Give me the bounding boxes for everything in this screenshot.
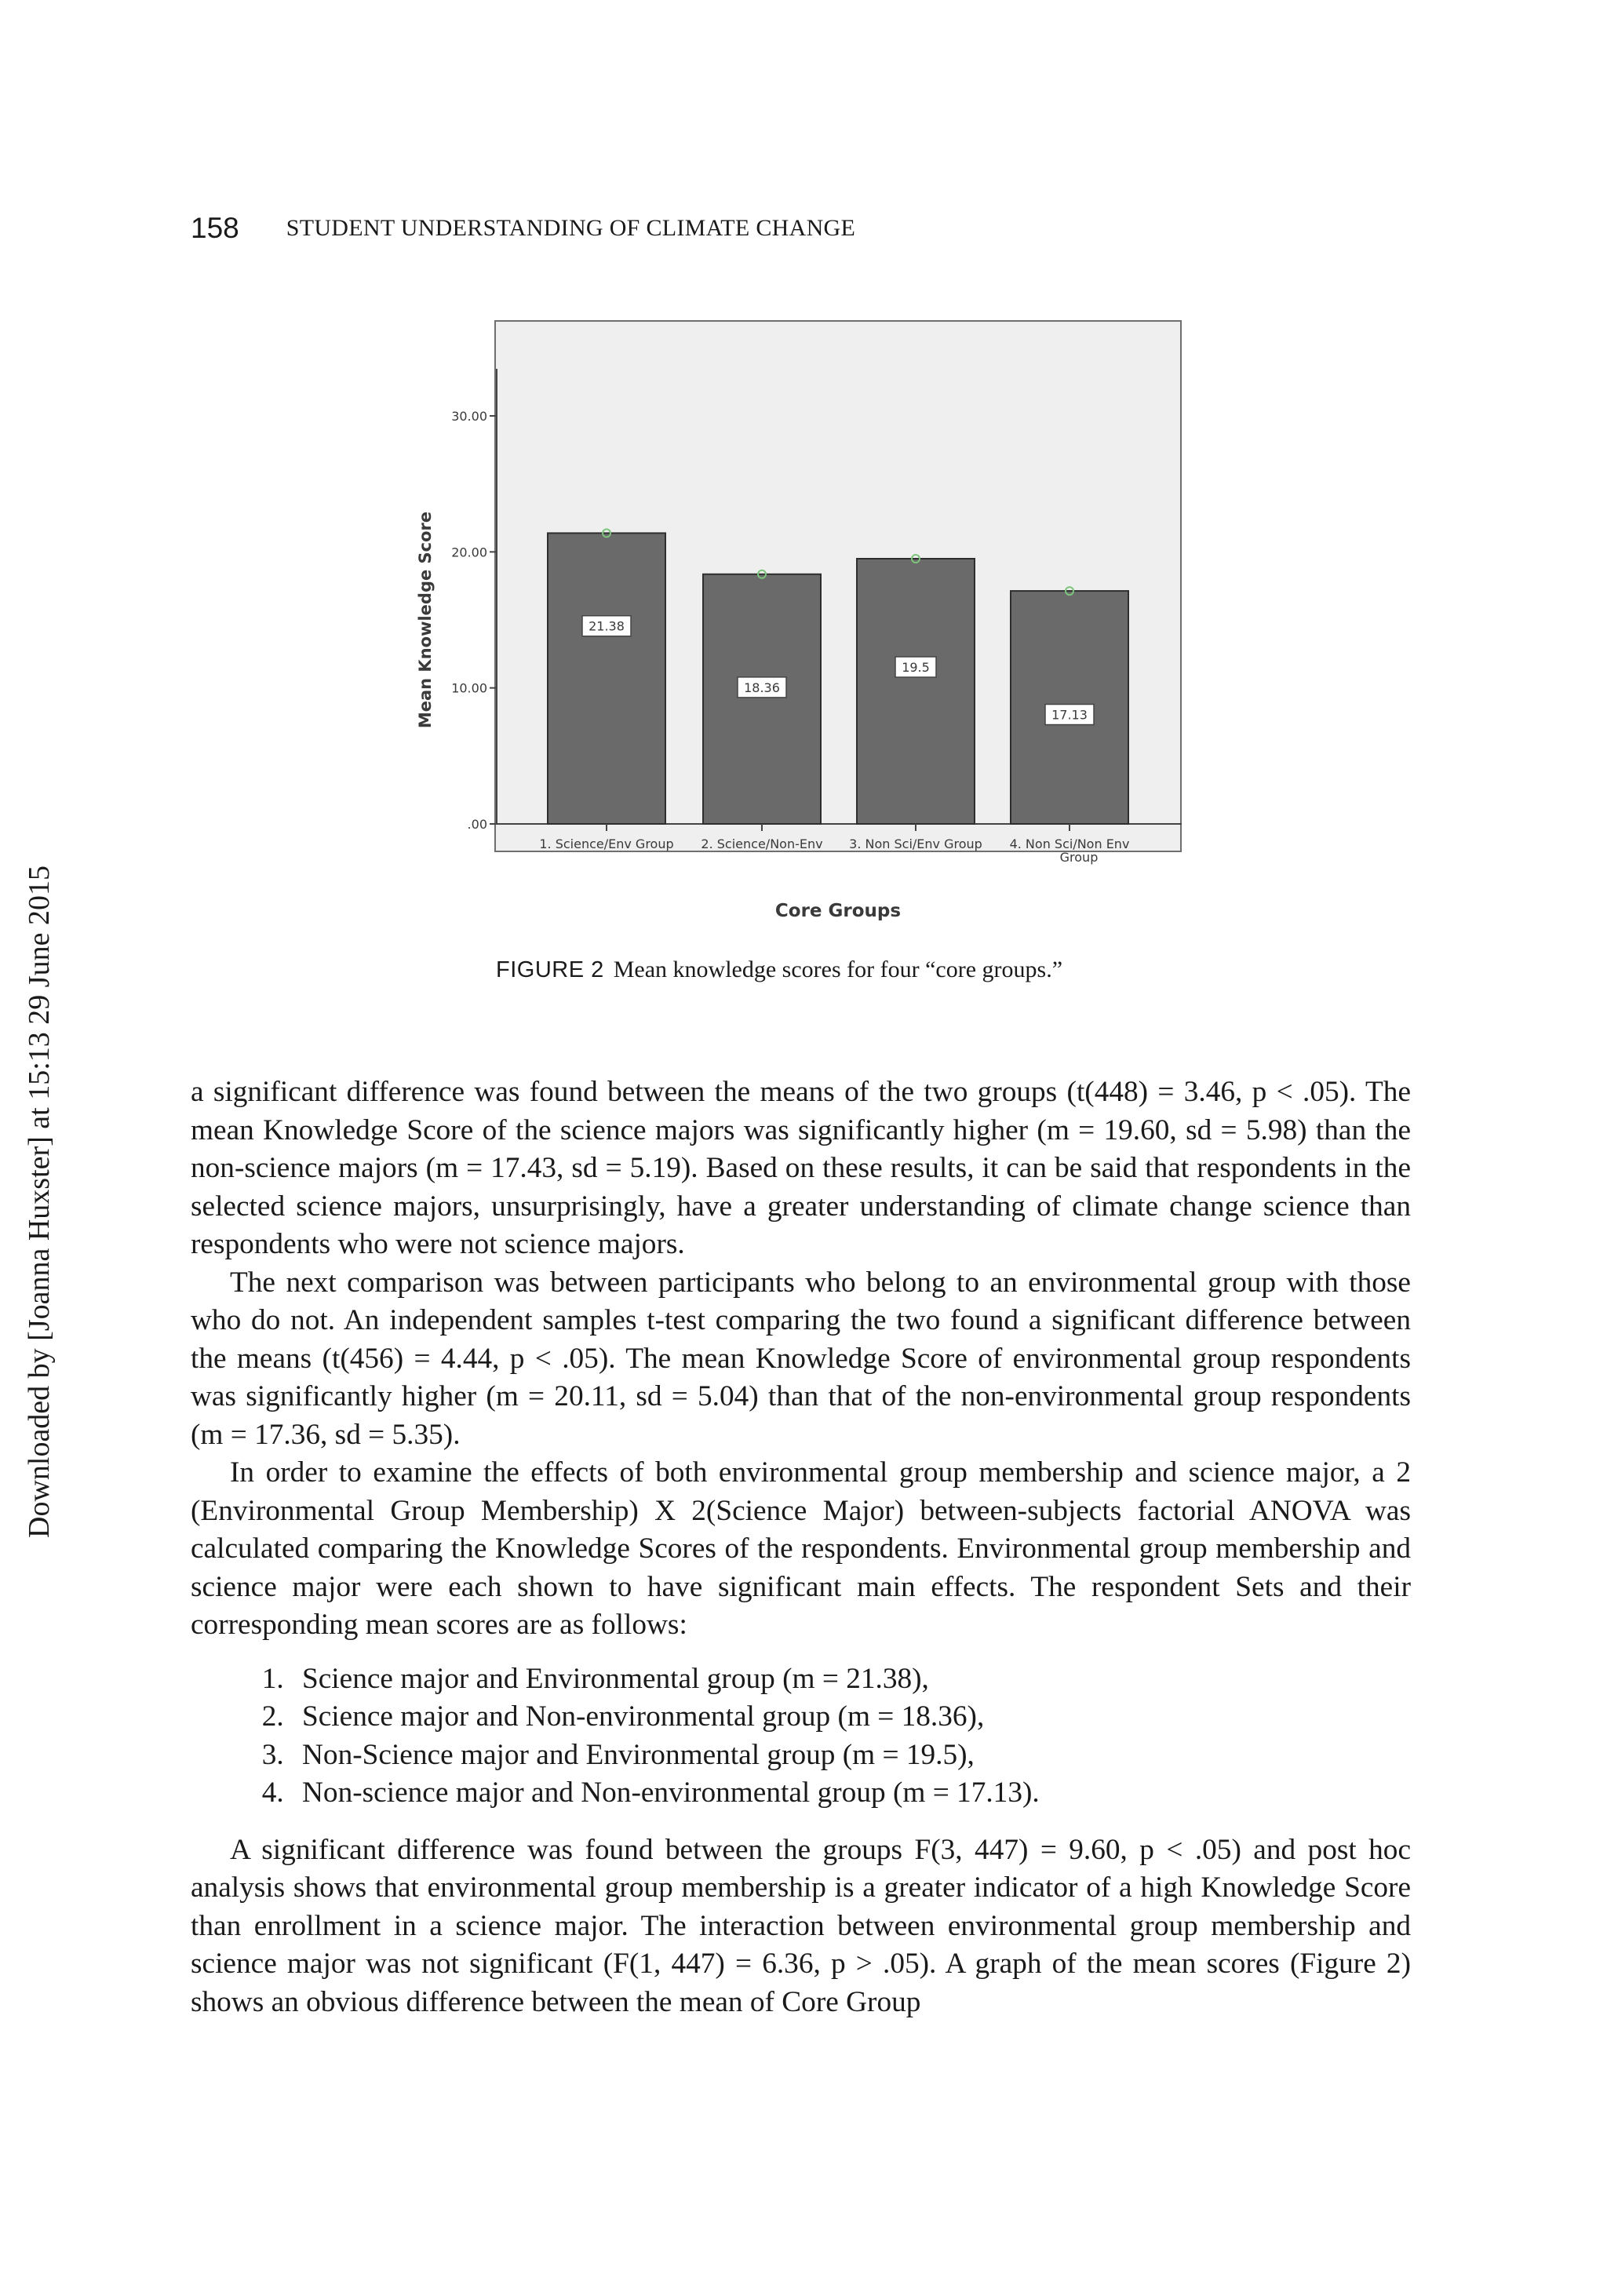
page-number: 158 [191,212,239,244]
paragraph-2: The next comparison was between participants who belong to an environmental group with those who do not. An independent samples t-test comparing the two found a significant difference between the means (t(456) = 4.44, p < .05). The mean Knowledge Score of environmental group respondents was significantly higher (m = 20.11, sd = 5.04) than that of the non-environmental group respondents (m = 17.36, sd = 5.35). [191,1266,1411,1451]
y-tick-label: 10.00 [451,680,487,696]
figure-caption [496,957,1062,983]
respondent-set-list [191,1660,1411,1813]
list-item: 1. Science major and Environmental group (m = 21.38), [291,1660,1411,1699]
running-title: STUDENT UNDERSTANDING OF CLIMATE CHANGE [286,215,856,241]
figure-label: FIGURE 2 [496,957,604,982]
bar [857,559,975,824]
value-label: 21.38 [589,618,625,634]
y-tick-label: 20.00 [451,545,487,560]
list-item: 2. Science major and Non-environmental group (m = 18.36), [291,1698,1411,1737]
body-text [191,1073,1411,2021]
paragraph-3: In order to examine the effects of both environmental group membership and science major, a 2 (Environmental Group Membership) X 2(Science Major) between-subjects factorial ANOVA was calculated comparing the Knowledge Scores of the respondents. Environmental group membership and science major were each shown to have significant main effects. The respondent Sets and their corresponding mean scores are as follows: [191,1456,1411,1641]
bar [548,533,665,824]
download-note: Downloaded by [Joanna Huxster] at 15:13 29 June 2015 [23,866,56,1538]
value-label: 19.5 [902,660,930,675]
bar-chart [0,0,1607,942]
x-tick-label: 4. Non Sci/Non Env [1009,836,1130,851]
list-item: 4. Non-science major and Non-environmental group (m = 17.13). [291,1774,1411,1813]
value-label: 17.13 [1051,707,1088,723]
bar [703,574,821,824]
x-tick-label-line2: Group [1059,850,1099,865]
value-label: 18.36 [744,680,780,695]
figure-caption-text: Mean knowledge scores for four “core groups.” [613,957,1063,982]
paragraph-4: A significant difference was found between the groups F(3, 447) = 9.60, p < .05) and post hoc analysis shows that environmental group membership is a greater indicator of a high Knowledge Score than enrollment in a science major. The interaction between environmental group membership and science major was not significant (F(1, 447) = 6.36, p > .05). A graph of the mean scores (Figure 2) shows an obvious difference between the mean of Core Group [191,1833,1411,2018]
x-tick-label: 1. Science/Env Group [539,836,674,851]
x-tick-label: 2. Science/Non-Env [701,836,823,851]
y-tick-label: 30.00 [451,409,487,424]
x-tick-label: 3. Non Sci/Env Group [849,836,982,851]
x-axis-title: Core Groups [774,901,902,921]
y-tick-label: .00 [467,817,487,832]
list-item: 3. Non-Science major and Environmental group (m = 19.5), [291,1737,1411,1775]
paragraph-1: a significant difference was found between the means of the two groups (t(448) = 3.46, p < .05). The mean Knowledge Score of the science majors was significantly higher (m = 19.60, sd = 5.98) than the non-science majors (m = 17.43, sd = 5.19). Based on these results, it can be said that respondents in the selected science majors, unsurprisingly, have a greater understanding of climate change science than respondents who were not science majors. [191,1076,1411,1260]
y-axis-title: Mean Knowledge Score [416,511,435,729]
